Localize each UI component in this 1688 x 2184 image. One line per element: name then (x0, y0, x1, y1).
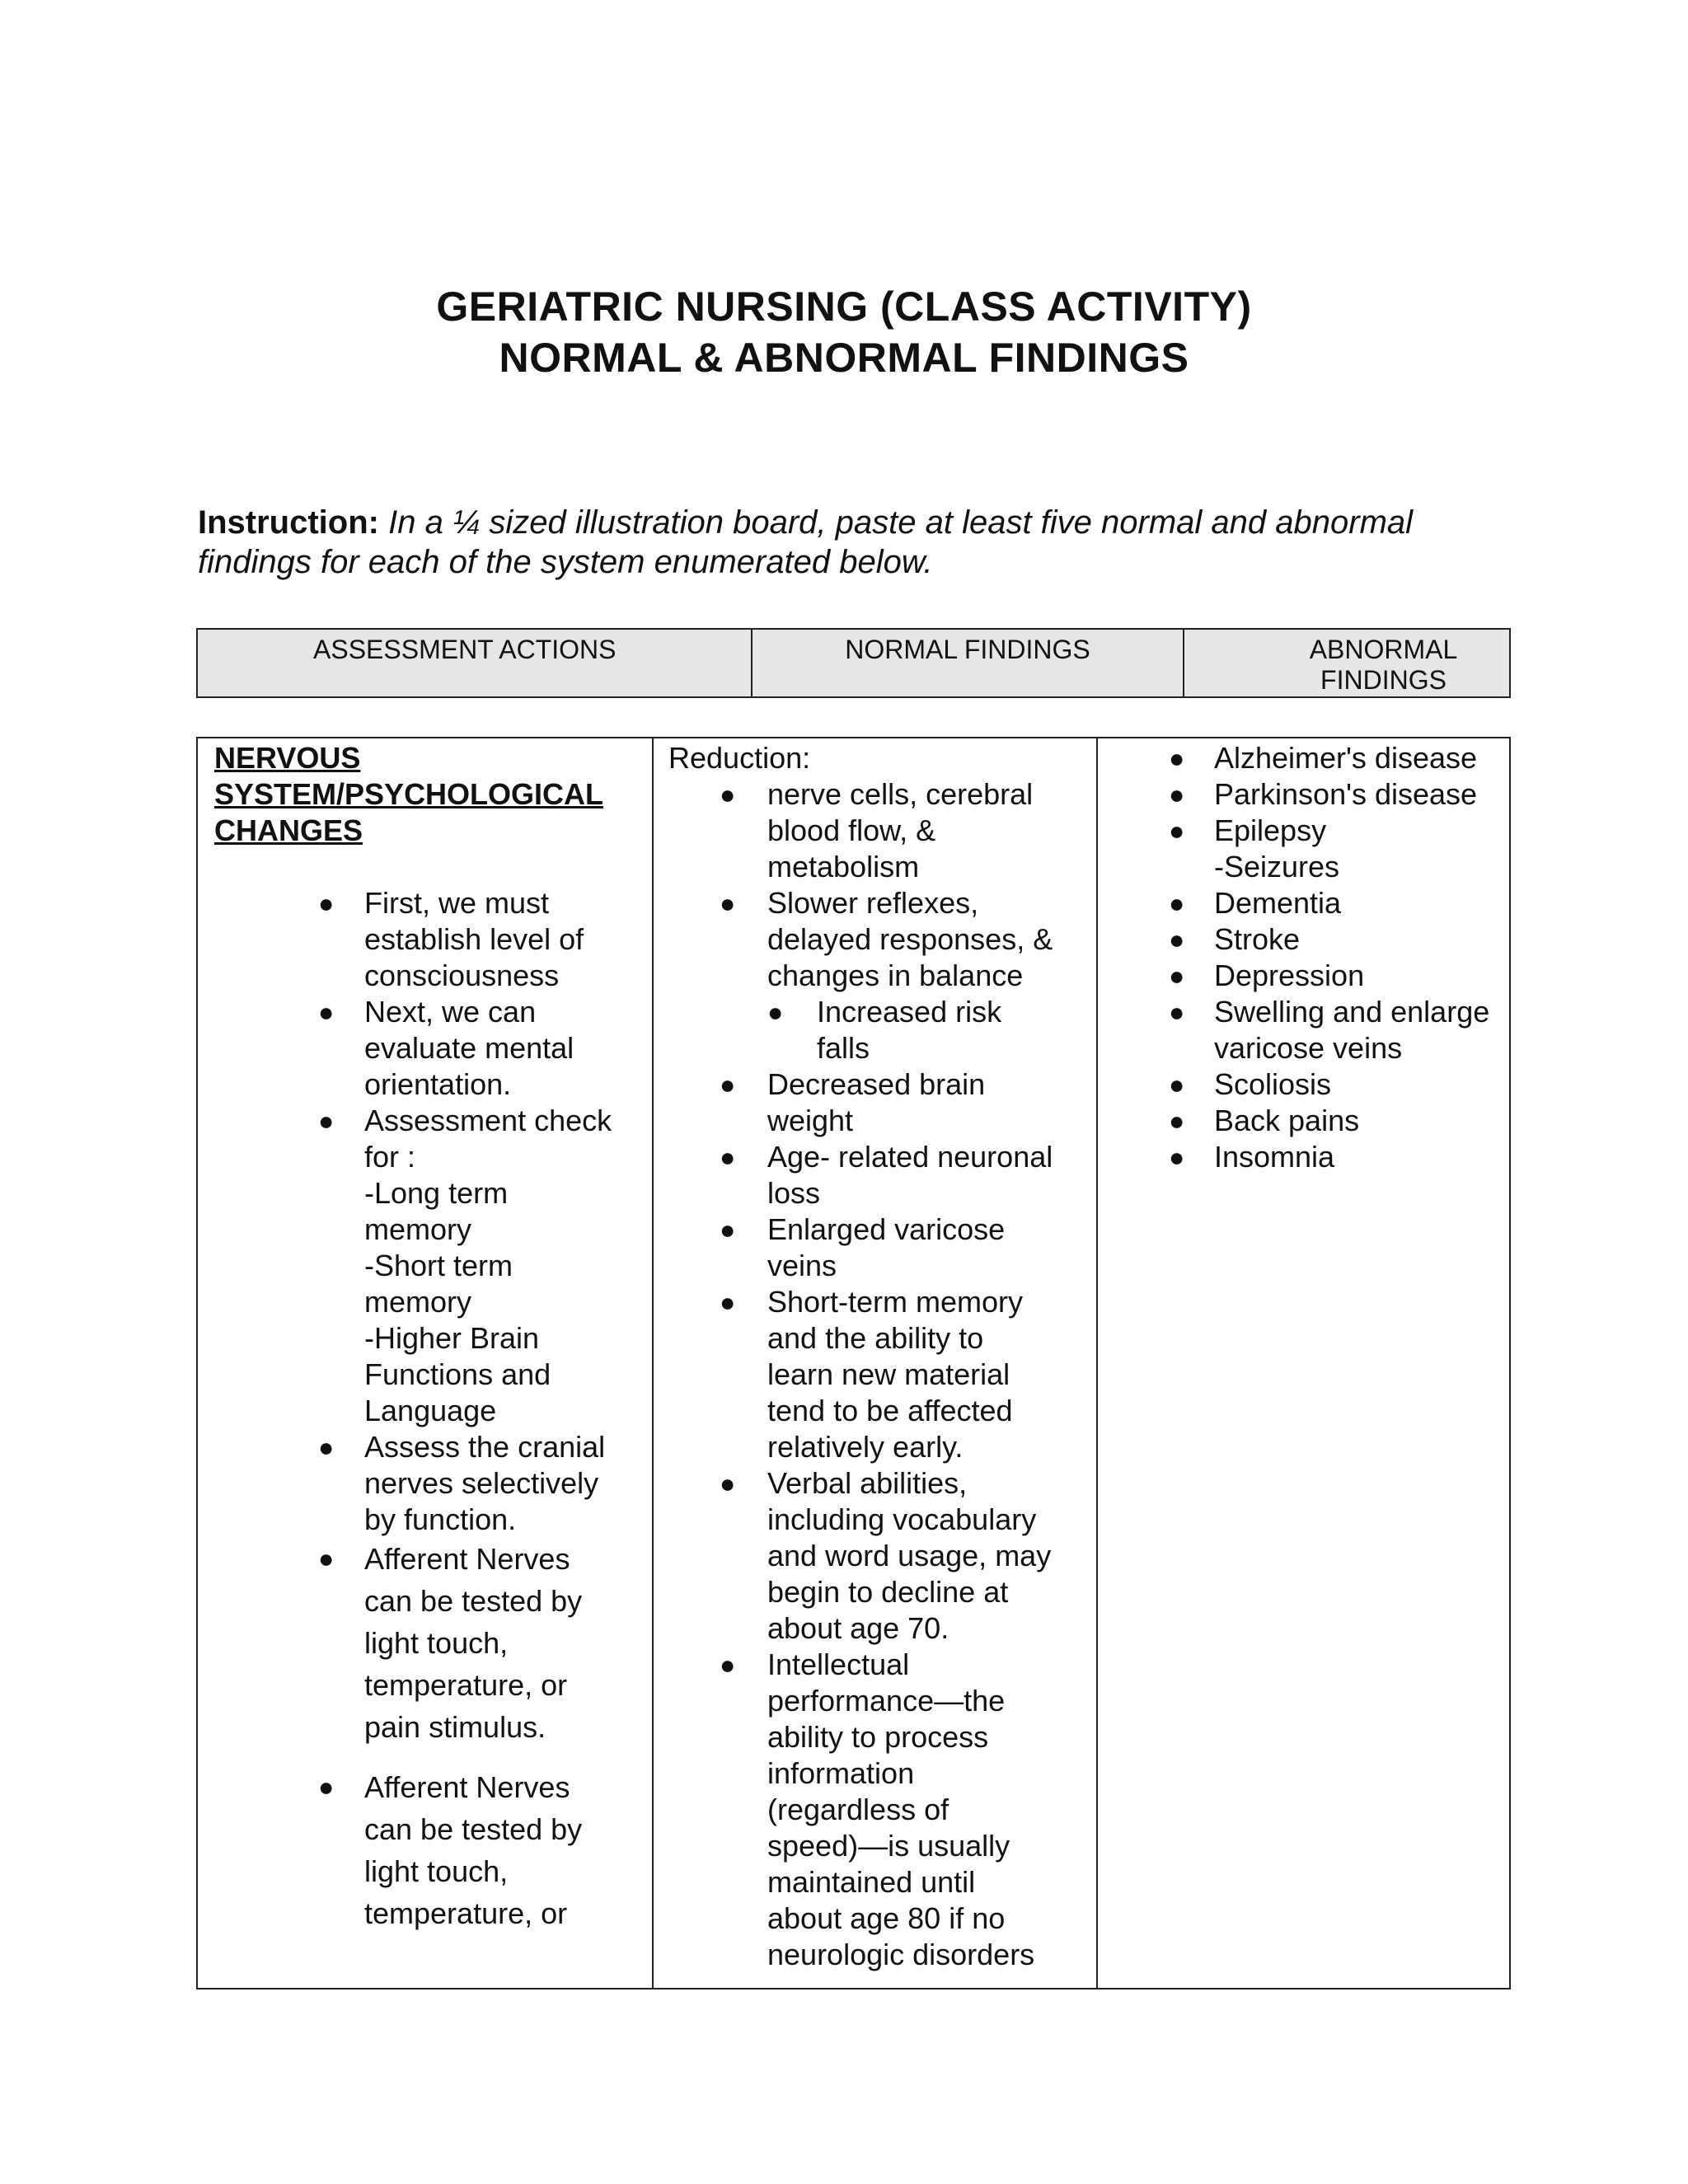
item-line: information (767, 1756, 915, 1790)
item-line: loss (767, 1176, 821, 1210)
list-item (1099, 994, 1508, 1066)
bullet-icon: ● (318, 888, 335, 918)
item-line: Slower reflexes, (767, 886, 979, 920)
item-line: neurologic disorders (767, 1938, 1035, 1971)
list-item (1099, 958, 1508, 994)
section-heading-line: NERVOUS (214, 741, 361, 775)
abnormal-findings-cell (1097, 738, 1510, 1989)
bullet-icon: ● (720, 780, 736, 809)
item-line: Parkinson's disease (1214, 777, 1478, 811)
item-line: begin to decline at (767, 1575, 1009, 1609)
list-item (1099, 776, 1508, 813)
list-item (668, 1284, 1095, 1465)
section-heading-line: CHANGES (214, 813, 363, 847)
bullet-icon: ● (720, 1142, 736, 1172)
bullet-icon: ● (318, 1772, 335, 1802)
list-item (668, 1212, 1095, 1284)
item-line: memory (364, 1285, 472, 1319)
item-line: Decreased brain (767, 1067, 986, 1101)
item-line: -Long term (364, 1176, 509, 1210)
list-item (668, 1465, 1095, 1647)
section-heading-line: SYSTEM/PSYCHOLOGICAL (214, 777, 604, 811)
item-line: Afferent Nerves (364, 1542, 570, 1576)
list-item (668, 885, 1095, 1066)
assessment-actions-cell (197, 738, 653, 1989)
item-line: blood flow, & (767, 813, 936, 847)
bullet-icon: ● (1169, 780, 1185, 809)
item-line: consciousness (364, 958, 560, 992)
item-line: Verbal abilities, (767, 1466, 968, 1500)
item-line: light touch, (364, 1626, 509, 1660)
item-line: Afferent Nerves (364, 1770, 570, 1804)
list-item (668, 1647, 1095, 1973)
item-line: including vocabulary (767, 1502, 1037, 1536)
item-line: changes in balance (767, 958, 1024, 992)
item-line: orientation. (364, 1067, 512, 1101)
item-line: nerve cells, cerebral (767, 777, 1034, 811)
bullet-icon: ● (1169, 1142, 1185, 1172)
item-line: veins (767, 1249, 837, 1282)
assessment-list (214, 885, 651, 1934)
item-line: metabolism (767, 850, 920, 883)
item-line: learn new material (767, 1357, 1010, 1391)
list-item (214, 1766, 651, 1934)
item-line: can be tested by (364, 1584, 583, 1618)
bullet-icon: ● (1169, 1106, 1185, 1136)
bullet-icon: ● (720, 1650, 736, 1680)
bullet-icon: ● (720, 1215, 736, 1244)
bullet-icon: ● (720, 888, 736, 918)
item-line: ability to process (767, 1720, 989, 1754)
item-line: light touch, (364, 1854, 509, 1888)
normal-sublist (767, 994, 1095, 1066)
item-line: about age 70. (767, 1611, 950, 1645)
item-line: nerves selectively (364, 1466, 599, 1500)
item-line: -Seizures (1214, 850, 1340, 883)
item-line: establish level of (364, 922, 584, 956)
bullet-icon: ● (1169, 925, 1185, 954)
item-line: evaluate mental (364, 1031, 574, 1065)
list-item (214, 1538, 651, 1748)
bullet-icon: ● (1169, 997, 1185, 1027)
list-item (1099, 885, 1508, 921)
abnormal-list (1099, 740, 1508, 1175)
item-line: Functions and (364, 1357, 551, 1391)
instruction (198, 503, 1484, 582)
list-item (214, 1103, 651, 1429)
item-line: -Higher Brain (364, 1321, 540, 1355)
bullet-icon: ● (318, 1106, 335, 1136)
item-line: Age- related neuronal (767, 1140, 1053, 1174)
item-line: Intellectual (767, 1647, 910, 1681)
item-line: by function. (364, 1502, 517, 1536)
item-line: temperature, or (364, 1896, 568, 1930)
item-line: speed)—is usually (767, 1829, 1010, 1863)
list-item (668, 1066, 1095, 1139)
item-line: and word usage, may (767, 1539, 1052, 1572)
bullet-icon: ● (318, 1544, 335, 1573)
item-line: performance—the (767, 1684, 1006, 1718)
item-line: Enlarged varicose (767, 1212, 1006, 1246)
item-line: -Short term (364, 1249, 513, 1282)
item-line: falls (817, 1031, 870, 1065)
normal-list (668, 776, 1095, 1973)
item-line: tend to be affected (767, 1394, 1013, 1427)
list-item (1099, 921, 1508, 958)
header-abnormal-findings: ABNORMAL FINDINGS (1184, 629, 1510, 697)
list-item (214, 994, 651, 1103)
list-item (668, 776, 1095, 885)
item-line: Insomnia (1214, 1140, 1335, 1174)
list-item (214, 1429, 651, 1538)
item-line: Swelling and enlarge (1214, 995, 1490, 1029)
item-line: temperature, or (364, 1668, 568, 1702)
title-line-1: GERIATRIC NURSING (CLASS ACTIVITY) (436, 284, 1252, 330)
item-line: weight (767, 1104, 854, 1137)
item-line: relatively early. (767, 1430, 964, 1464)
item-line: delayed responses, & (767, 922, 1053, 956)
list-item (668, 1139, 1095, 1212)
item-line: Alzheimer's disease (1214, 741, 1478, 775)
bullet-icon: ● (720, 1469, 736, 1498)
section-heading (214, 740, 651, 849)
item-line: for : (364, 1140, 416, 1174)
item-line: Next, we can (364, 995, 537, 1029)
list-item (1099, 1103, 1508, 1139)
item-line: First, we must (364, 886, 550, 920)
bullet-icon: ● (318, 997, 335, 1027)
item-line: Scoliosis (1214, 1067, 1332, 1101)
bullet-icon: ● (720, 1070, 736, 1099)
item-line: Increased risk (817, 995, 1002, 1029)
title-line-2: NORMAL & ABNORMAL FINDINGS (499, 335, 1189, 381)
item-line: maintained until (767, 1865, 976, 1899)
bullet-icon: ● (1169, 961, 1185, 991)
bullet-icon: ● (1169, 888, 1185, 918)
header-normal-findings: NORMAL FINDINGS (752, 629, 1184, 697)
normal-intro: Reduction: (668, 741, 811, 775)
item-line: varicose veins (1214, 1031, 1403, 1065)
instruction-label: Instruction: (198, 504, 379, 541)
item-line: about age 80 if no (767, 1901, 1006, 1935)
item-line: Language (364, 1394, 497, 1427)
bullet-icon: ● (767, 997, 784, 1027)
item-line: Stroke (1214, 922, 1301, 956)
bullet-icon: ● (720, 1287, 736, 1317)
list-item (767, 994, 1095, 1066)
list-item (1099, 740, 1508, 776)
bullet-icon: ● (1169, 1070, 1185, 1099)
item-line: can be tested by (364, 1812, 583, 1846)
list-item (1099, 813, 1508, 885)
normal-findings-cell (653, 738, 1097, 1989)
list-item (1099, 1066, 1508, 1103)
item-line: and the ability to (767, 1321, 984, 1355)
item-line: Dementia (1214, 886, 1342, 920)
header-table (196, 628, 1511, 698)
item-line: Epilepsy (1214, 813, 1327, 847)
bullet-icon: ● (1169, 743, 1185, 773)
item-line: Short-term memory (767, 1285, 1024, 1319)
item-line: Assessment check (364, 1104, 612, 1137)
list-item (214, 885, 651, 994)
item-line: Assess the cranial (364, 1430, 606, 1464)
findings-table (196, 737, 1511, 1990)
header-assessment-actions: ASSESSMENT ACTIONS (197, 629, 752, 697)
bullet-icon: ● (318, 1432, 335, 1462)
item-line: Depression (1214, 958, 1365, 992)
item-line: Back pains (1214, 1104, 1360, 1137)
list-item (1099, 1139, 1508, 1175)
item-line: pain stimulus. (364, 1710, 546, 1744)
instruction-text: In a ¼ sized illustration board, paste at least five normal and abnormal findings for each of the system enumerated below. (198, 504, 1414, 580)
item-line: memory (364, 1212, 472, 1246)
bullet-icon: ● (1169, 816, 1185, 846)
item-line: (regardless of (767, 1793, 950, 1826)
